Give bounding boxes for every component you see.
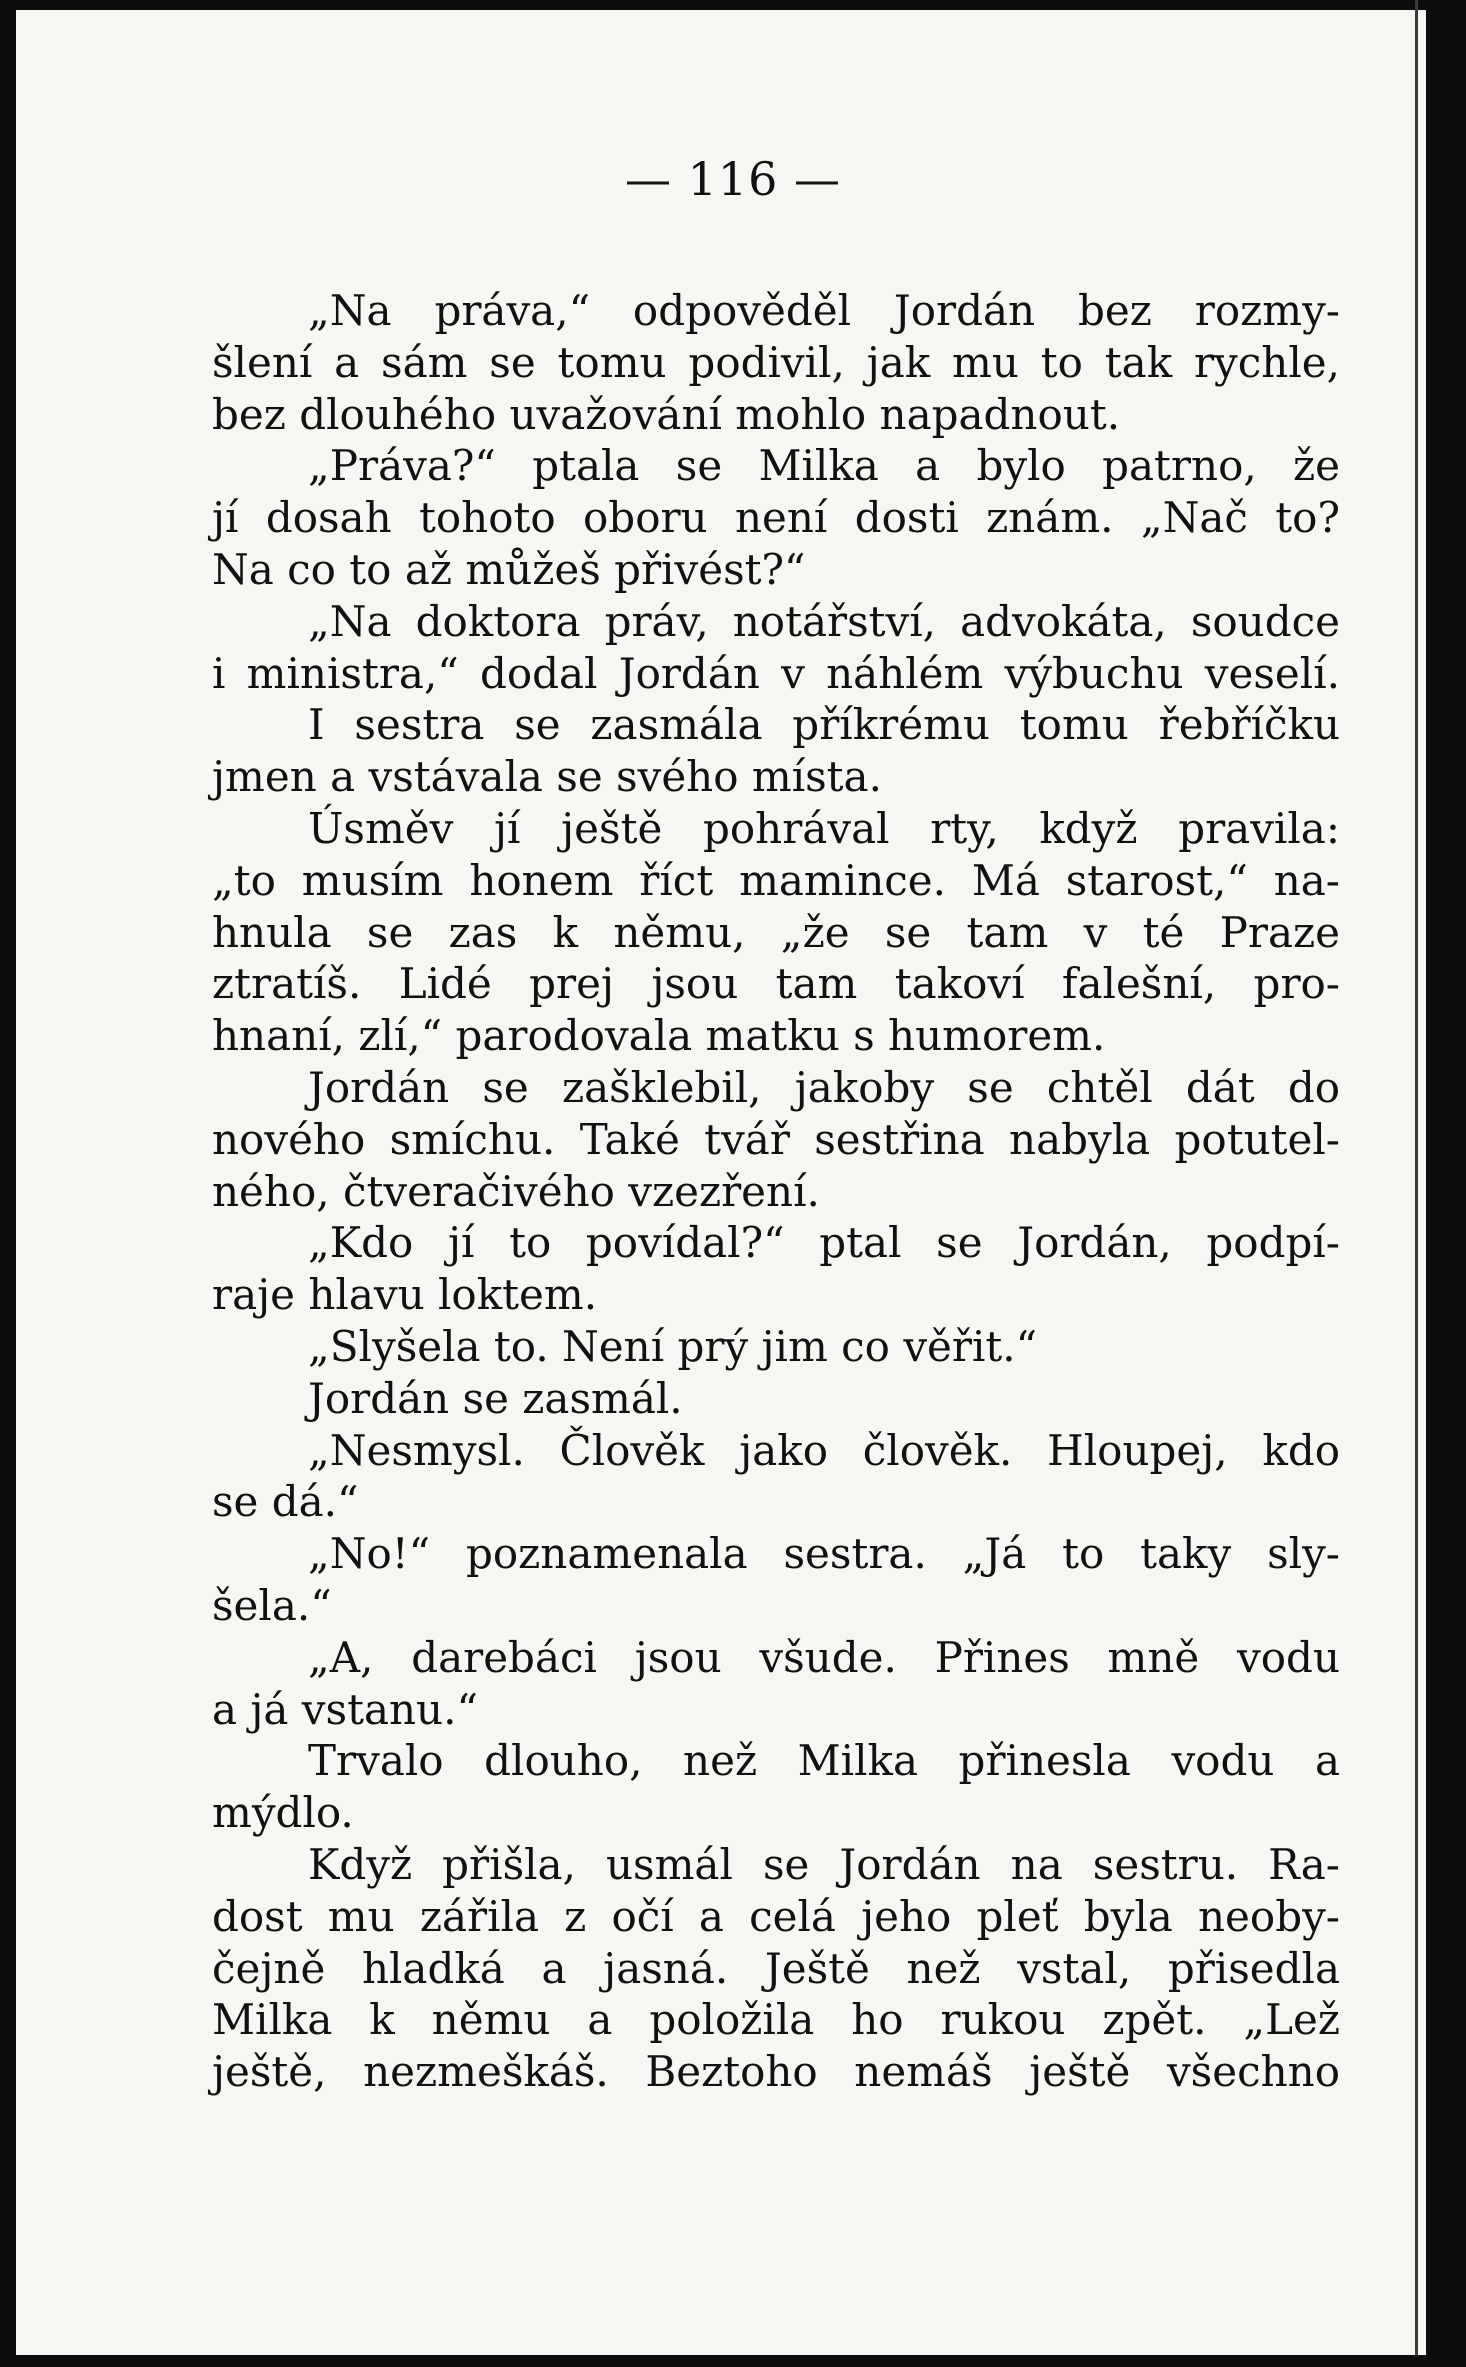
text-line: hnaní, zlí,“ parodovala matku s humorem. <box>212 1011 1106 1061</box>
page-number: — 116 — <box>624 152 842 206</box>
text-line: „to musím honem říct mamince. Má starost,“ na- <box>212 855 1340 905</box>
text-line: „Slyšela to. Není prý jim co věřit.“ <box>308 1321 1038 1371</box>
text-line: hnula se zas k němu, „že se tam v té Praze <box>212 907 1340 957</box>
text-line: bez dlouhého uvažování mohlo napadnout. <box>212 389 1121 439</box>
text-line: Jordán se zasmál. <box>308 1373 683 1423</box>
scan-border-top <box>0 0 1466 10</box>
text-line: Milka k němu a položila ho rukou zpět. „Lež <box>212 1995 1340 2045</box>
text-line: i ministra,“ dodal Jordán v náhlém výbuchu veselí. <box>212 648 1340 698</box>
text-line: „A, darebáci jsou všude. Přines mně vodu <box>308 1632 1340 1682</box>
text-line: dost mu zářila z očí a celá jeho pleť byla neoby- <box>212 1891 1340 1941</box>
text-line: „Práva?“ ptala se Milka a bylo patrno, že <box>308 441 1340 491</box>
text-line: Jordán se zašklebil, jakoby se chtěl dát do <box>308 1062 1340 1112</box>
scan-border-bottom <box>0 2355 1466 2367</box>
text-line: čejně hladká a jasná. Ještě než vstal, přisedla <box>212 1943 1340 1993</box>
text-line: Úsměv jí ještě pohrával rty, když pravila: <box>308 803 1340 853</box>
text-line: Trvalo dlouho, než Milka přinesla vodu a <box>308 1736 1340 1786</box>
scan-border-right <box>1426 0 1466 2367</box>
text-line: jí dosah tohoto oboru není dosti znám. „Nač to? <box>212 493 1340 543</box>
scan-border-left <box>0 0 16 2367</box>
text-line: šela.“ <box>212 1580 332 1630</box>
text-line: raje hlavu loktem. <box>212 1270 598 1320</box>
text-line: Když přišla, usmál se Jordán na sestru. Ra- <box>308 1839 1340 1889</box>
text-line: „Kdo jí to povídal?“ ptal se Jordán, podpí- <box>308 1218 1340 1268</box>
text-line: ještě, nezmeškáš. Beztoho nemáš ještě všechno <box>212 2047 1340 2097</box>
text-line: šlení a sám se tomu podivil, jak mu to tak rychle, <box>212 337 1340 387</box>
text-line: I sestra se zasmála příkrému tomu řebříčku <box>308 700 1340 750</box>
text-line: „No!“ poznamenala sestra. „Já to taky sly- <box>308 1529 1340 1579</box>
text-line: Na co to až můžeš přivést?“ <box>212 544 806 594</box>
text-line: „Na práva,“ odpověděl Jordán bez rozmy- <box>308 286 1340 335</box>
text-line: „Na doktora práv, notářství, advokáta, soudce <box>308 596 1340 646</box>
text-line: nového smíchu. Také tvář sestřina nabyla potutel- <box>212 1114 1340 1164</box>
text-line: „Nesmysl. Člověk jako člověk. Hloupej, kdo <box>308 1425 1340 1475</box>
text-line: ztratíš. Lidé prej jsou tam takoví falešní, pro- <box>212 959 1340 1009</box>
text-line: mýdlo. <box>212 1788 354 1838</box>
text-line: a já vstanu.“ <box>212 1684 478 1734</box>
scan-edge-rule <box>1415 0 1418 2367</box>
body-text <box>212 285 1340 2098</box>
text-line: se dá.“ <box>212 1477 359 1527</box>
text-line: ného, čtveračivého vzezření. <box>212 1166 820 1216</box>
text-line: jmen a vstávala se svého místa. <box>212 752 882 802</box>
